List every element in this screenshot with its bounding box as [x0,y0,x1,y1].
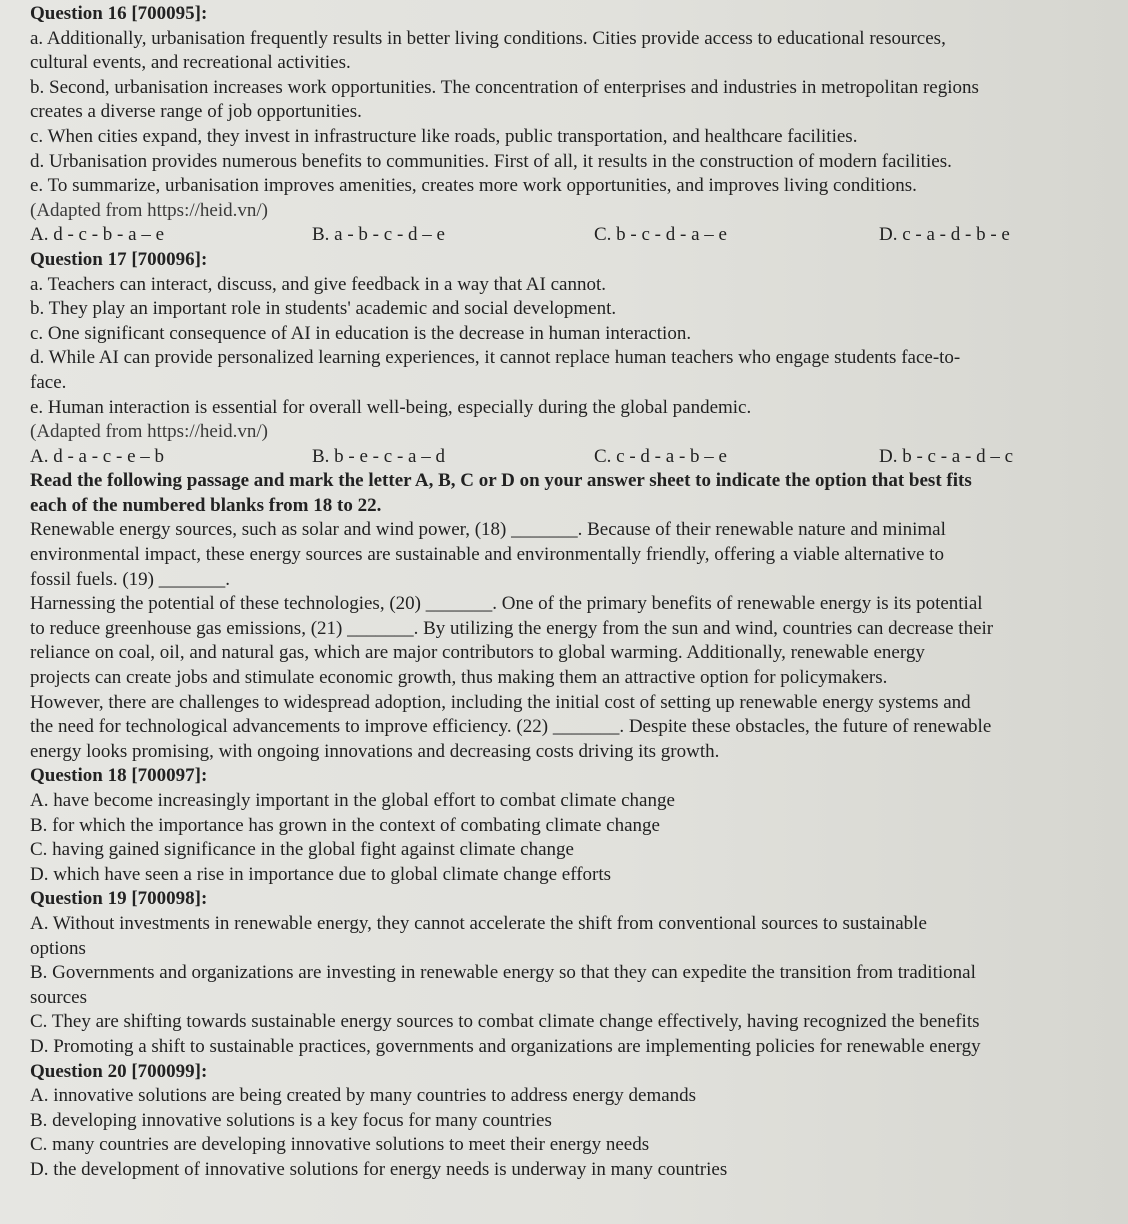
q19-option-b-line2[interactable]: sources [30,986,87,1008]
q16-option-a[interactable]: A. d - c - b - a – e [30,224,165,246]
q16-line-b2: creates a diverse range of job opportunities. [30,101,362,123]
q18-option-b[interactable]: B. for which the importance has grown in the context of combating climate change [30,814,660,836]
q16-line-a1: a. Additionally, urbanisation frequently results in better living conditions. Cities provide access to educational resources, [30,27,946,49]
passage-line-9: the need for technological advancements to improve efficiency. (22) _______. Despite these obstacles, the future of renewable [30,716,992,738]
passage-line-7: projects can create jobs and stimulate economic growth, thus making them an attractive option for policymakers. [30,667,888,689]
question-18-title: Question 18 [700097]: [30,765,208,787]
q16-source: (Adapted from https://heid.vn/) [30,199,268,221]
q17-line-a: a. Teachers can interact, discuss, and give feedback in a way that AI cannot. [30,273,607,295]
q19-option-b-line1[interactable]: B. Governments and organizations are investing in renewable energy so that they can expedite the transition from traditional [30,962,976,984]
q20-option-b[interactable]: B. developing innovative solutions is a key focus for many countries [30,1109,552,1131]
q17-options [30,445,1122,470]
q17-line-d1: d. While AI can provide personalized learning experiences, it cannot replace human teachers who engage students face-to- [30,347,961,369]
q17-line-d2: face. [30,371,67,393]
q17-line-b: b. They play an important role in students' academic and social development. [30,298,617,320]
q16-line-c: c. When cities expand, they invest in infrastructure like roads, public transportation, and healthcare facilities. [30,125,858,147]
instruction-line-1: Read the following passage and mark the letter A, B, C or D on your answer sheet to indicate the option that best fits [30,470,972,492]
question-16-title: Question 16 [700095]: [30,3,208,24]
q16-option-c[interactable]: C. b - c - d - a – e [594,224,727,246]
q16-line-e: e. To summarize, urbanisation improves amenities, creates more work opportunities, and improves living conditions. [30,175,917,197]
q17-line-c: c. One significant consequence of AI in education is the decrease in human interaction. [30,322,692,344]
q17-option-b[interactable]: B. b - e - c - a – d [312,445,445,467]
q16-line-d: d. Urbanisation provides numerous benefits to communities. First of all, it results in the construction of modern facilities. [30,150,952,172]
q17-source: (Adapted from https://heid.vn/) [30,421,268,443]
q16-option-d[interactable]: D. c - a - d - b - e [879,224,1010,246]
passage-line-8: However, there are challenges to widespread adoption, including the initial cost of setting up renewable energy systems and [30,691,971,713]
q17-option-a[interactable]: A. d - a - c - e – b [30,445,165,467]
q19-option-c[interactable]: C. They are shifting towards sustainable energy sources to combat climate change effectively, having recognized the benefits [30,1011,980,1033]
q17-option-c[interactable]: C. c - d - a - b – e [594,445,727,467]
q19-option-a-line2[interactable]: options [30,937,86,959]
q20-option-d[interactable]: D. the development of innovative solutions for energy needs is underway in many countries [30,1158,728,1180]
passage-line-4: Harnessing the potential of these technologies, (20) _______. One of the primary benefits of renewable energy is its potential [30,593,983,615]
instruction-line-2: each of the numbered blanks from 18 to 22. [30,494,382,516]
q16-option-b[interactable]: B. a - b - c - d – e [312,224,445,246]
q16-options [30,223,1122,248]
passage-line-5: to reduce greenhouse gas emissions, (21) _______. By utilizing the energy from the sun and wind, countries can decrease their [30,617,994,639]
passage-line-1: Renewable energy sources, such as solar and wind power, (18) _______. Because of their renewable nature and minimal [30,519,946,541]
q19-option-d[interactable]: D. Promoting a shift to sustainable practices, governments and organizations are implementing policies for renewable energy [30,1035,981,1057]
q18-option-a[interactable]: A. have become increasingly important in the global effort to combat climate change [30,790,675,811]
passage-line-10: energy looks promising, with ongoing innovations and decreasing costs driving its growth. [30,740,720,762]
q19-option-a-line1[interactable]: A. Without investments in renewable energy, they cannot accelerate the shift from conventional sources to sustainable [30,912,927,934]
q17-line-e: e. Human interaction is essential for overall well-being, especially during the global pandemic. [30,396,752,418]
question-20-title: Question 20 [700099]: [30,1060,208,1082]
q17-option-d[interactable]: D. b - c - a - d – c [879,445,1014,467]
passage-line-3: fossil fuels. (19) _______. [30,568,231,590]
q18-option-c[interactable]: C. having gained significance in the global fight against climate change [30,839,574,861]
q18-option-d[interactable]: D. which have seen a rise in importance due to global climate change efforts [30,863,612,885]
passage-line-2: environmental impact, these energy sources are sustainable and environmentally friendly, offering a viable alternative to [30,544,944,566]
question-19-title: Question 19 [700098]: [30,888,208,910]
question-17-title: Question 17 [700096]: [30,248,208,270]
passage-line-6: reliance on coal, oil, and natural gas, which are major contributors to global warming. Additionally, renewable energy [30,642,925,664]
q16-line-b1: b. Second, urbanisation increases work opportunities. The concentration of enterprises and industries in metropolitan regions [30,76,979,98]
q20-option-a[interactable]: A. innovative solutions are being created by many countries to address energy demands [30,1085,697,1107]
q20-option-c[interactable]: C. many countries are developing innovative solutions to meet their energy needs [30,1134,650,1156]
q16-line-a2: cultural events, and recreational activities. [30,52,351,74]
